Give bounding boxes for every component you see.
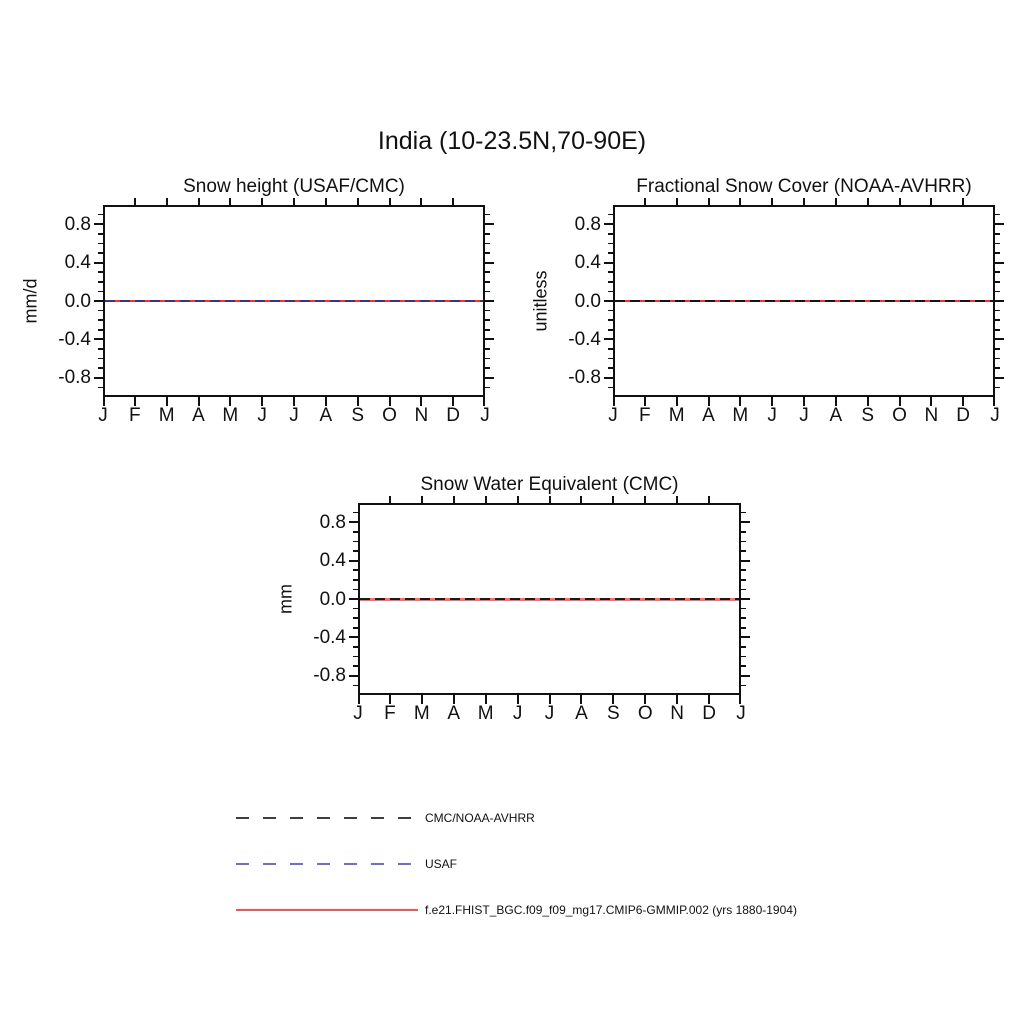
x-top-tick bbox=[261, 198, 263, 205]
x-top-tick bbox=[134, 198, 136, 205]
y-minor-tick bbox=[741, 541, 746, 543]
x-tick-label: O bbox=[892, 405, 907, 426]
x-top-tick bbox=[166, 198, 168, 205]
x-top-tick bbox=[676, 198, 678, 205]
x-top-tick bbox=[325, 198, 327, 205]
y-tick-label: -0.4 bbox=[313, 626, 346, 648]
y-tick-label: -0.8 bbox=[58, 367, 91, 389]
y-tick-label: 0.0 bbox=[319, 588, 346, 610]
y-minor-tick bbox=[741, 646, 746, 648]
x-top-tick bbox=[803, 198, 805, 205]
legend-item-usaf bbox=[236, 855, 457, 873]
plot-title: Fractional Snow Cover (NOAA-AVHRR) bbox=[636, 176, 972, 197]
y-minor-tick bbox=[98, 291, 103, 293]
x-tick-label: J bbox=[480, 405, 490, 426]
x-tick-label: M bbox=[413, 703, 430, 724]
x-tick-label: F bbox=[129, 405, 141, 426]
x-tick-label: J bbox=[512, 703, 523, 724]
y-minor-tick bbox=[995, 271, 1000, 273]
y-minor-tick bbox=[741, 617, 746, 619]
y-minor-tick bbox=[485, 348, 490, 350]
y-major-tick bbox=[94, 300, 103, 302]
y-minor-tick bbox=[741, 685, 746, 687]
x-tick-label: D bbox=[702, 703, 716, 724]
y-minor-tick bbox=[608, 252, 613, 254]
x-tick-label: J bbox=[608, 405, 618, 426]
x-top-tick bbox=[835, 198, 837, 205]
series-line-dashed bbox=[105, 300, 483, 302]
x-tick-label: J bbox=[353, 703, 363, 724]
x-tick-label: F bbox=[639, 405, 651, 426]
x-top-tick bbox=[899, 198, 901, 205]
x-top-tick bbox=[421, 496, 423, 503]
y-minor-tick bbox=[608, 387, 613, 389]
panel-snow-height bbox=[20, 176, 490, 426]
x-tick-label: S bbox=[606, 703, 620, 724]
x-tick-label: D bbox=[446, 405, 461, 426]
x-top-tick bbox=[739, 198, 741, 205]
y-major-tick bbox=[349, 636, 358, 638]
y-minor-tick bbox=[485, 271, 490, 273]
x-top-tick bbox=[452, 198, 454, 205]
legend-label: USAF bbox=[425, 857, 458, 871]
y-major-tick bbox=[94, 262, 103, 264]
y-minor-tick bbox=[608, 281, 613, 283]
x-tick-label: J bbox=[544, 703, 555, 724]
legend-label: CMC/NOAA-AVHRR bbox=[425, 811, 535, 825]
x-tick-label: M bbox=[158, 405, 175, 426]
y-minor-tick bbox=[485, 387, 490, 389]
x-top-tick bbox=[580, 496, 582, 503]
y-major-tick bbox=[741, 636, 750, 638]
x-top-tick bbox=[676, 496, 678, 503]
x-tick-label: F bbox=[384, 703, 396, 724]
x-top-tick bbox=[229, 198, 231, 205]
y-minor-tick bbox=[485, 291, 490, 293]
y-axis-label: mm bbox=[275, 584, 296, 614]
y-minor-tick bbox=[98, 271, 103, 273]
x-top-tick bbox=[389, 198, 391, 205]
y-minor-tick bbox=[995, 310, 1000, 312]
y-tick-label: -0.4 bbox=[58, 328, 91, 350]
y-minor-tick bbox=[995, 252, 1000, 254]
y-tick-label: -0.4 bbox=[568, 328, 601, 350]
y-minor-tick bbox=[995, 319, 1000, 321]
y-minor-tick bbox=[608, 233, 613, 235]
y-major-tick bbox=[604, 262, 613, 264]
x-top-tick bbox=[644, 496, 646, 503]
y-major-tick bbox=[349, 521, 358, 523]
y-minor-tick bbox=[741, 627, 746, 629]
y-minor-tick bbox=[98, 252, 103, 254]
y-major-tick bbox=[94, 377, 103, 379]
y-major-tick bbox=[485, 223, 494, 225]
y-minor-tick bbox=[995, 233, 1000, 235]
x-tick-label: J bbox=[98, 405, 108, 426]
x-top-tick bbox=[389, 496, 391, 503]
y-minor-tick bbox=[485, 358, 490, 360]
panel-fractional-snow-cover bbox=[530, 176, 1000, 426]
y-minor-tick bbox=[741, 512, 746, 514]
x-tick-label: J bbox=[767, 405, 777, 426]
y-minor-tick bbox=[353, 646, 358, 648]
x-top-tick bbox=[198, 198, 200, 205]
y-minor-tick bbox=[995, 243, 1000, 245]
x-top-tick bbox=[357, 198, 359, 205]
x-tick-label: A bbox=[447, 703, 461, 724]
y-minor-tick bbox=[608, 243, 613, 245]
y-minor-tick bbox=[608, 291, 613, 293]
y-major-tick bbox=[94, 338, 103, 340]
figure-title: India (10-23.5N,70-90E) bbox=[377, 127, 647, 155]
y-minor-tick bbox=[353, 608, 358, 610]
x-top-tick bbox=[420, 198, 422, 205]
x-top-tick bbox=[453, 496, 455, 503]
y-minor-tick bbox=[485, 281, 490, 283]
y-major-tick bbox=[995, 223, 1004, 225]
y-major-tick bbox=[741, 598, 750, 600]
y-minor-tick bbox=[485, 233, 490, 235]
y-minor-tick bbox=[995, 329, 1000, 331]
y-minor-tick bbox=[353, 656, 358, 658]
x-tick-label: A bbox=[702, 405, 715, 426]
y-major-tick bbox=[485, 300, 494, 302]
y-minor-tick bbox=[98, 243, 103, 245]
series-line-dashed bbox=[615, 300, 993, 302]
y-minor-tick bbox=[485, 214, 490, 216]
y-minor-tick bbox=[98, 367, 103, 369]
x-tick-label: N bbox=[414, 405, 429, 426]
x-tick-label: M bbox=[732, 405, 749, 426]
plot-title: Snow height (USAF/CMC) bbox=[183, 176, 405, 197]
y-minor-tick bbox=[98, 319, 103, 321]
x-tick-label: J bbox=[257, 405, 267, 426]
x-tick-label: J bbox=[799, 405, 809, 426]
y-minor-tick bbox=[353, 569, 358, 571]
y-minor-tick bbox=[353, 531, 358, 533]
y-minor-tick bbox=[98, 281, 103, 283]
y-minor-tick bbox=[485, 319, 490, 321]
y-minor-tick bbox=[485, 329, 490, 331]
y-major-tick bbox=[741, 560, 750, 562]
y-minor-tick bbox=[353, 665, 358, 667]
y-major-tick bbox=[604, 300, 613, 302]
x-tick-label: S bbox=[351, 405, 364, 426]
y-major-tick bbox=[485, 377, 494, 379]
x-top-tick bbox=[612, 496, 614, 503]
y-major-tick bbox=[995, 262, 1004, 264]
x-tick-label: M bbox=[668, 405, 685, 426]
y-minor-tick bbox=[608, 214, 613, 216]
legend-line-solid bbox=[236, 909, 418, 911]
x-tick-label: S bbox=[861, 405, 874, 426]
y-minor-tick bbox=[608, 329, 613, 331]
y-minor-tick bbox=[608, 358, 613, 360]
x-top-tick bbox=[867, 198, 869, 205]
y-minor-tick bbox=[741, 550, 746, 552]
y-minor-tick bbox=[353, 512, 358, 514]
legend-line-dashed bbox=[236, 863, 418, 865]
panel-snow-water-equivalent bbox=[275, 474, 746, 724]
x-top-tick bbox=[549, 496, 551, 503]
y-minor-tick bbox=[741, 569, 746, 571]
y-minor-tick bbox=[608, 348, 613, 350]
legend-item-model-run bbox=[236, 901, 797, 919]
y-axis-label: mm/d bbox=[20, 278, 41, 324]
y-minor-tick bbox=[485, 310, 490, 312]
y-minor-tick bbox=[995, 348, 1000, 350]
y-minor-tick bbox=[353, 589, 358, 591]
y-major-tick bbox=[349, 560, 358, 562]
y-minor-tick bbox=[353, 685, 358, 687]
y-minor-tick bbox=[98, 233, 103, 235]
y-tick-label: 0.4 bbox=[319, 550, 346, 572]
legend-line-dashed bbox=[236, 817, 418, 819]
y-major-tick bbox=[995, 338, 1004, 340]
series-line-dashed bbox=[360, 598, 739, 600]
y-minor-tick bbox=[353, 617, 358, 619]
y-tick-label: -0.8 bbox=[313, 665, 346, 687]
legend-label: f.e21.FHIST_BGC.f09_f09_mg17.CMIP6-GMMIP.002 (yrs 1880-1904) bbox=[425, 903, 797, 917]
y-major-tick bbox=[995, 377, 1004, 379]
y-minor-tick bbox=[741, 656, 746, 658]
legend-item-cmc-noaa-avhrr bbox=[236, 809, 535, 827]
x-tick-label: A bbox=[575, 703, 588, 724]
y-tick-label: 0.0 bbox=[64, 290, 91, 312]
x-top-tick bbox=[930, 198, 932, 205]
x-tick-label: M bbox=[477, 703, 494, 724]
y-minor-tick bbox=[995, 367, 1000, 369]
x-top-tick bbox=[708, 198, 710, 205]
y-tick-label: 0.0 bbox=[574, 290, 601, 312]
y-minor-tick bbox=[741, 608, 746, 610]
y-major-tick bbox=[604, 338, 613, 340]
plot-title: Snow Water Equivalent (CMC) bbox=[420, 474, 679, 495]
y-minor-tick bbox=[98, 358, 103, 360]
y-minor-tick bbox=[741, 665, 746, 667]
y-minor-tick bbox=[353, 579, 358, 581]
y-minor-tick bbox=[608, 367, 613, 369]
x-tick-label: J bbox=[736, 703, 746, 724]
y-major-tick bbox=[741, 675, 750, 677]
x-top-tick bbox=[293, 198, 295, 205]
x-top-tick bbox=[517, 496, 519, 503]
x-tick-label: J bbox=[289, 405, 299, 426]
x-tick-label: D bbox=[956, 405, 971, 426]
y-axis-label: unitless bbox=[530, 270, 551, 332]
y-minor-tick bbox=[485, 252, 490, 254]
y-minor-tick bbox=[98, 348, 103, 350]
y-major-tick bbox=[485, 338, 494, 340]
y-tick-label: 0.4 bbox=[574, 252, 601, 274]
y-minor-tick bbox=[741, 579, 746, 581]
x-tick-label: N bbox=[924, 405, 939, 426]
y-major-tick bbox=[604, 223, 613, 225]
y-major-tick bbox=[349, 598, 358, 600]
y-major-tick bbox=[995, 300, 1004, 302]
x-tick-label: N bbox=[670, 703, 685, 724]
x-tick-label: O bbox=[637, 703, 653, 724]
y-tick-label: 0.8 bbox=[319, 511, 346, 533]
x-tick-label: A bbox=[829, 405, 843, 426]
x-tick-label: O bbox=[382, 405, 397, 426]
y-tick-label: 0.4 bbox=[64, 252, 91, 274]
y-minor-tick bbox=[995, 387, 1000, 389]
y-minor-tick bbox=[995, 214, 1000, 216]
y-minor-tick bbox=[995, 358, 1000, 360]
y-tick-label: -0.8 bbox=[568, 367, 601, 389]
y-minor-tick bbox=[353, 550, 358, 552]
y-minor-tick bbox=[485, 243, 490, 245]
y-tick-label: 0.8 bbox=[64, 213, 91, 235]
x-tick-label: J bbox=[990, 405, 1000, 426]
x-top-tick bbox=[485, 496, 487, 503]
y-minor-tick bbox=[995, 291, 1000, 293]
y-minor-tick bbox=[485, 367, 490, 369]
x-tick-label: A bbox=[192, 405, 205, 426]
y-minor-tick bbox=[608, 271, 613, 273]
y-major-tick bbox=[349, 675, 358, 677]
y-minor-tick bbox=[353, 627, 358, 629]
x-top-tick bbox=[644, 198, 646, 205]
y-major-tick bbox=[485, 262, 494, 264]
y-minor-tick bbox=[98, 387, 103, 389]
y-minor-tick bbox=[995, 281, 1000, 283]
y-minor-tick bbox=[98, 329, 103, 331]
x-top-tick bbox=[708, 496, 710, 503]
y-minor-tick bbox=[608, 310, 613, 312]
y-minor-tick bbox=[741, 531, 746, 533]
y-minor-tick bbox=[741, 589, 746, 591]
y-minor-tick bbox=[353, 541, 358, 543]
y-minor-tick bbox=[98, 310, 103, 312]
y-major-tick bbox=[741, 521, 750, 523]
y-minor-tick bbox=[608, 319, 613, 321]
x-tick-label: M bbox=[222, 405, 239, 426]
y-major-tick bbox=[604, 377, 613, 379]
x-top-tick bbox=[771, 198, 773, 205]
y-minor-tick bbox=[98, 214, 103, 216]
x-tick-label: A bbox=[319, 405, 333, 426]
y-major-tick bbox=[94, 223, 103, 225]
y-tick-label: 0.8 bbox=[574, 213, 601, 235]
x-top-tick bbox=[962, 198, 964, 205]
